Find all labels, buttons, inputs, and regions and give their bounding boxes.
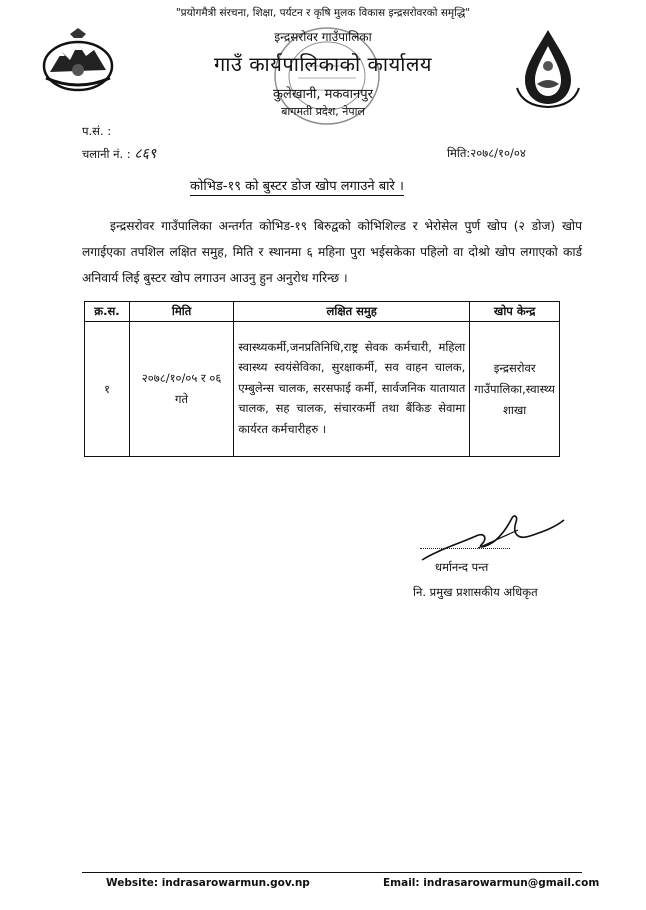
motto: "प्रयोगमैत्री संरचना, शिक्षा, पर्यटन र कृषि मुलक विकास इन्द्रसरोवरको समृद्धि" bbox=[175, 7, 471, 19]
signature-line bbox=[420, 548, 510, 549]
chalani-value: ८६९ bbox=[134, 146, 157, 162]
signatory-name: धर्मानन्द पन्त bbox=[435, 560, 489, 574]
footer-email[interactable]: Email: indrasarowarmun@gmail.com bbox=[383, 877, 600, 889]
cell-date: २०७८/१०/०५ र ०६ गते bbox=[129, 322, 233, 457]
office-address: कुलेखानी, मकवानपुर bbox=[273, 87, 373, 102]
table-row bbox=[85, 322, 560, 457]
header-target-group: लक्षित समुह bbox=[234, 302, 470, 322]
patra-sankhya bbox=[82, 124, 111, 139]
cell-target-group: स्वास्थ्यकर्मी,जनप्रतिनिधि,राष्ट्र सेवक कर्मचारी, महिला स्वास्थ्य स्वयंसेविका, सुरक्षाकर्मी, सव वाहन चालक, एम्बुलेन्स चालक, सरसफाई कर्मी, सार्वजनिक यातायात चालक, सह चालक, संचारकर्मी तथा बैंकिङ सेवामा कार्यरत कर्मचारीहरु । bbox=[234, 322, 470, 457]
patra-sankhya-label: प.सं. : bbox=[82, 124, 112, 138]
office-province: बागमती प्रदेश, नेपाल bbox=[281, 105, 365, 118]
chalani-label: चलानी नं. : bbox=[82, 147, 131, 161]
signatory-title: नि. प्रमुख प्रशासकीय अधिकृत bbox=[413, 585, 538, 599]
header-vaccination-center: खोप केन्द्र bbox=[470, 302, 560, 322]
signature-mark bbox=[418, 508, 568, 568]
vaccination-schedule-table bbox=[84, 301, 560, 457]
office-title: गाउँ कार्यपालिकाको कार्यालय bbox=[213, 52, 433, 76]
header-date: मिति bbox=[129, 302, 233, 322]
table-header-row bbox=[85, 302, 560, 322]
letter-subject: कोभिड-१९ को बुस्टर डोज खोप लगाउने बारे । bbox=[190, 176, 404, 196]
cell-vaccination-center: इन्द्रसरोवर गाउँपालिका,स्वास्थ्य शाखा bbox=[470, 322, 560, 457]
letter-body: इन्द्रसरोवर गाउँपालिका अन्तर्गत कोभिड-१९ बिरुद्वको कोभिशिल्ड र भेरोसेल पुर्ण खोप (२ डोज) खोप लगाईएका तपशिल लक्षित समुह, मिति र स्थानमा ६ महिना पुरा भईसकेका पहिलो वा दोश्रो खोप लगाएको कार्ड अनिवार्य लिई बुस्टर खोप लगाउन आउनु हुन अनुरोध गरिन्छ । bbox=[82, 219, 582, 285]
header-serial: क्र.स. bbox=[85, 302, 130, 322]
chalani-number bbox=[82, 144, 156, 163]
footer-website[interactable]: Website: indrasarowarmun.gov.np bbox=[106, 877, 310, 889]
letter-date: मिति:२०७८/१०/०४ bbox=[447, 146, 526, 160]
municipality-name: इन्द्रसरोवर गाउँपालिका bbox=[274, 30, 372, 44]
cell-serial: १ bbox=[85, 322, 130, 457]
footer-divider bbox=[82, 872, 582, 873]
